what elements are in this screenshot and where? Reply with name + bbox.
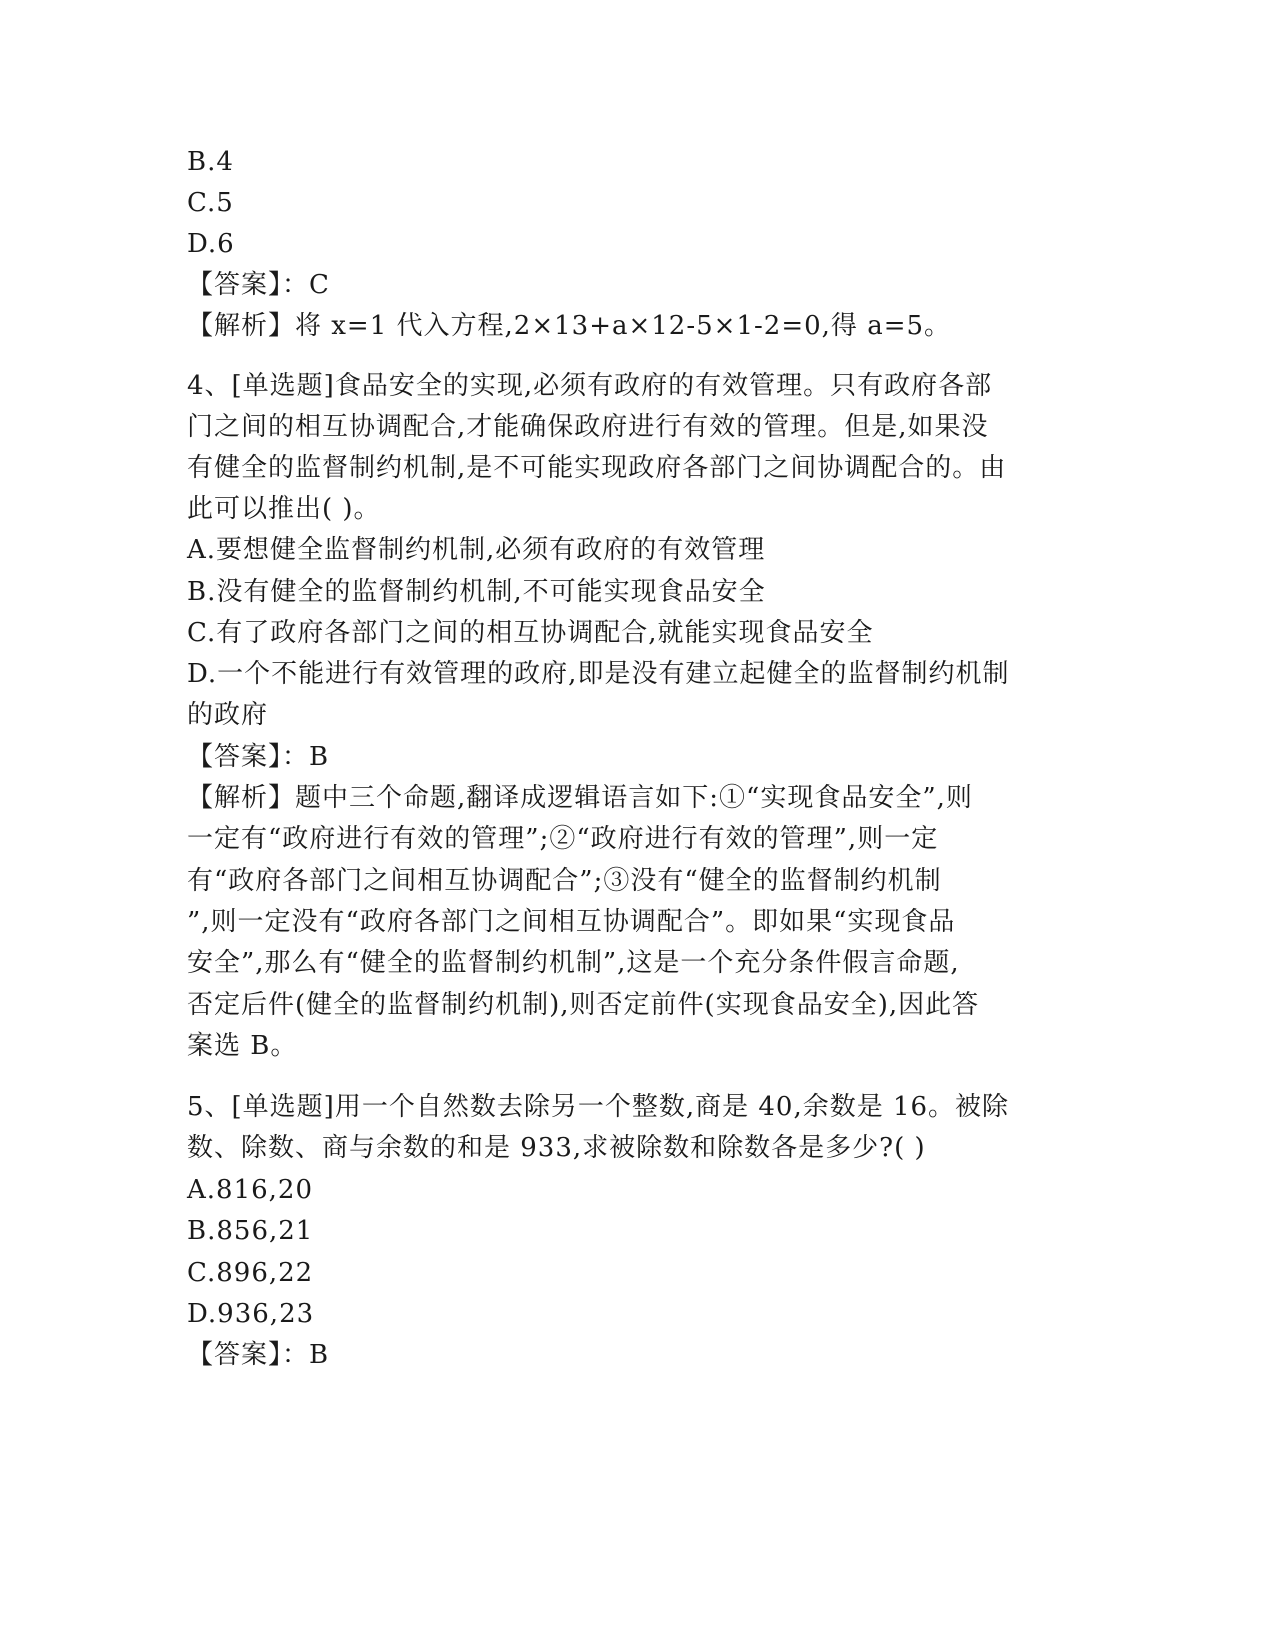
question-5-option-b: B.856,21 [187, 1216, 314, 1246]
answer-line: 【答案】：C [187, 270, 330, 300]
question-4-option-d-cont: 的政府 [187, 700, 269, 730]
option-d: D.6 [187, 229, 235, 259]
question-4-analysis: 安全”,那么有“健全的监督制约机制”,这是一个充分条件假言命题, [187, 948, 960, 978]
question-4-stem: 4、[单选题]食品安全的实现,必须有政府的有效管理。只有政府各部 [187, 371, 993, 401]
analysis-line: 【解析】将 x=1 代入方程,2×13+a×12-5×1-2=0,得 a=5。 [187, 311, 952, 341]
question-4-analysis: 案选 B。 [187, 1031, 298, 1061]
question-4-analysis: 【解析】题中三个命题,翻译成逻辑语言如下:①“实现食品安全”,则 [187, 783, 973, 813]
question-5-stem: 5、[单选题]用一个自然数去除另一个整数,商是 40,余数是 16。被除 [187, 1092, 1010, 1122]
question-4-analysis: 否定后件(健全的监督制约机制),则否定前件(实现食品安全),因此答 [187, 990, 980, 1020]
option-c: C.5 [187, 188, 234, 218]
question-4-option-b: B.没有健全的监督制约机制,不可能实现食品安全 [187, 577, 766, 607]
question-4-stem: 有健全的监督制约机制,是不可能实现政府各部门之间协调配合的。由 [187, 453, 1007, 483]
question-4-analysis: ”,则一定没有“政府各部门之间相互协调配合”。即如果“实现食品 [187, 907, 956, 937]
question-4-option-c: C.有了政府各部门之间的相互协调配合,就能实现食品安全 [187, 618, 874, 648]
question-4-stem: 此可以推出( )。 [187, 494, 381, 524]
option-b: B.4 [187, 147, 234, 177]
question-4-stem: 门之间的相互协调配合,才能确保政府进行有效的管理。但是,如果没 [187, 412, 989, 442]
question-4-option-d: D.一个不能进行有效管理的政府,即是没有建立起健全的监督制约机制 [187, 659, 1010, 689]
question-5-option-c: C.896,22 [187, 1258, 314, 1288]
question-5-stem: 数、除数、商与余数的和是 933,求被除数和除数各是多少?( ) [187, 1133, 926, 1163]
question-4-analysis: 有“政府各部门之间相互协调配合”;③没有“健全的监督制约机制 [187, 866, 942, 896]
question-4-answer: 【答案】：B [187, 742, 330, 772]
question-5-option-d: D.936,23 [187, 1299, 315, 1329]
question-5-option-a: A.816,20 [187, 1175, 314, 1205]
question-5-answer: 【答案】：B [187, 1340, 330, 1370]
question-4-analysis: 一定有“政府进行有效的管理”;②“政府进行有效的管理”,则一定 [187, 824, 939, 854]
question-4-option-a: A.要想健全监督制约机制,必须有政府的有效管理 [187, 535, 766, 565]
